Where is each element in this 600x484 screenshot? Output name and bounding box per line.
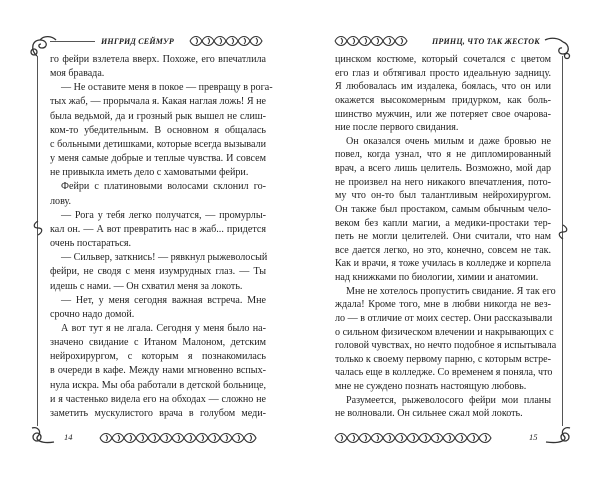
text-line: не произвел на него никакого впечатления, пото- [335, 176, 551, 188]
text-line: значено свидание с Итаном Малоном, детским [50, 337, 266, 349]
text-line: моя бравада. [50, 68, 105, 80]
text-line: у меня самые добрые и теплые чувства. И совсем [50, 153, 266, 165]
body-text [50, 53, 273, 421]
text-line: му что он-то был талантливым нейрохирургом. [335, 190, 551, 202]
text-line: ло — в отличие от моих сестер. Они рассказывали [335, 312, 553, 324]
text-line: ние после первого свидания. [335, 122, 459, 134]
text-line: — Сильвер, заткнись! — рявкнул рыжеволосый [61, 252, 268, 264]
corner-ornament-bottom-left-icon [28, 424, 58, 446]
text-line: нула искра. Мы оба работали в детской больнице, [50, 379, 266, 391]
text-line: чалась еще в колледже. Со временем я поняла, что [335, 367, 553, 379]
text-line: Он также был простаком, самым обычным чело- [335, 203, 551, 215]
text-line: кал он. — А вот превратить нас в жаб... придется [50, 223, 266, 235]
text-line: головой чувствах, но нечто подобное я испытывала [335, 340, 557, 352]
page-number: 15 [529, 432, 538, 442]
footer-ornament-band-icon [335, 432, 498, 444]
side-ornament-icon [557, 224, 569, 240]
text-line: Я любовалась им издалека, боялась, что он или [335, 81, 551, 93]
text-line: — Не оставите меня в покое — превращу в рога- [61, 82, 273, 94]
side-rule [37, 56, 38, 426]
text-line: над книжками по биологии, химии и анатомии. [335, 272, 539, 283]
text-line: ком-то убедительным. В основном я общалась [50, 124, 266, 136]
text-line: не волновали. Он сильнее сжал мой локоть. [335, 408, 523, 420]
text-line: Как и врачи, я тоже училась в колледже и корпела [335, 258, 551, 270]
text-line: — Рога у тебя легко получатся, — промурлы- [61, 209, 266, 221]
text-line: го фейри взлетела вверх. Похоже, его впечатлила [50, 54, 266, 65]
top-rule [50, 41, 95, 42]
text-line: ждала! Кроме того, мне в любви никогда не вез- [335, 299, 551, 311]
text-line: в очереди в кафе. Между нами мгновенно вспых- [50, 365, 266, 377]
text-line: Мне не хотелось пропустить свидание. Я так его [346, 285, 556, 297]
side-rule [562, 56, 563, 426]
right-page [300, 0, 600, 484]
text-line: с больными детишками, которые всегда вызывали [50, 138, 266, 150]
text-line: Разумеется, рыжеволосого фейри мои планы [346, 394, 551, 406]
header-ornament-band-icon [190, 35, 266, 47]
text-line: Фейри с платиновыми волосами склонил го- [61, 181, 266, 193]
text-line: была ведьмой, да и грозный рык вышел не слиш- [50, 110, 266, 122]
text-line: повел, когда узнал, что я не дипломированный [335, 149, 551, 161]
footer-ornament-band-icon [100, 432, 265, 444]
text-line: шинство мужчин, или же потеряет свое очарова- [335, 108, 551, 120]
text-line: петь не могли целителей. Они считали, что нам [335, 231, 551, 243]
text-line: не привыкла иметь дело с хамоватыми фейри. [50, 167, 249, 179]
page-number: 14 [64, 432, 73, 442]
text-line: только к своему первому парню, с которым встре- [335, 353, 551, 365]
text-line: и я частенько видела его на обходах — сложно не [50, 393, 266, 405]
text-line: лову. [50, 195, 72, 207]
header-ornament-band-icon [335, 35, 409, 47]
text-line: его глаз и обтягивал просто идеальную задницу. [335, 67, 551, 79]
text-line: все дается легко, но это, конечно, совсем не так. [335, 244, 551, 256]
text-line: Он оказался очень милым и даже бровью не [346, 135, 551, 147]
body-text [335, 53, 557, 421]
text-line: нейрохирургом, с которым я познакомилась [50, 351, 266, 363]
side-ornament-icon [32, 220, 44, 236]
text-line: очень постараться. [50, 238, 131, 250]
text-line: окажется высокомерным придурком, как боль- [335, 94, 551, 106]
text-line: веком без капли магии, а медики-простаки тер- [335, 217, 551, 229]
text-line: мне не суждено познать настоящую любовь. [335, 381, 527, 392]
running-head: ИНГРИД СЕЙМУР [101, 37, 174, 46]
text-line: — Нет, у меня сегодня важная встреча. Мне [61, 294, 266, 306]
corner-ornament-bottom-right-icon [542, 424, 574, 446]
text-line: фейри, не сводя с меня изумрудных глаз. — Ты [50, 266, 266, 278]
text-line: цинском костюме, который сочетался с цветом [335, 54, 551, 65]
text-line: А вот тут я не лгала. Сегодня у меня было на- [61, 322, 266, 334]
running-head: ПРИНЦ, ЧТО ТАК ЖЕСТОК [432, 37, 540, 46]
text-line: врач, а всего лишь целитель. Возможно, мой дар [335, 163, 551, 174]
text-line: тых жаб, — прорычала я. Какая наглая ложь! Я не [50, 96, 266, 108]
text-line: идешь с нами. — Он схватил меня за локоть. [50, 280, 243, 292]
text-line: заметить мускулистого врача в голубом меди- [50, 407, 266, 419]
text-line: о сильном физическом влечении и накрывающих с [335, 326, 554, 338]
text-line: срочно надо домой. [50, 308, 135, 320]
